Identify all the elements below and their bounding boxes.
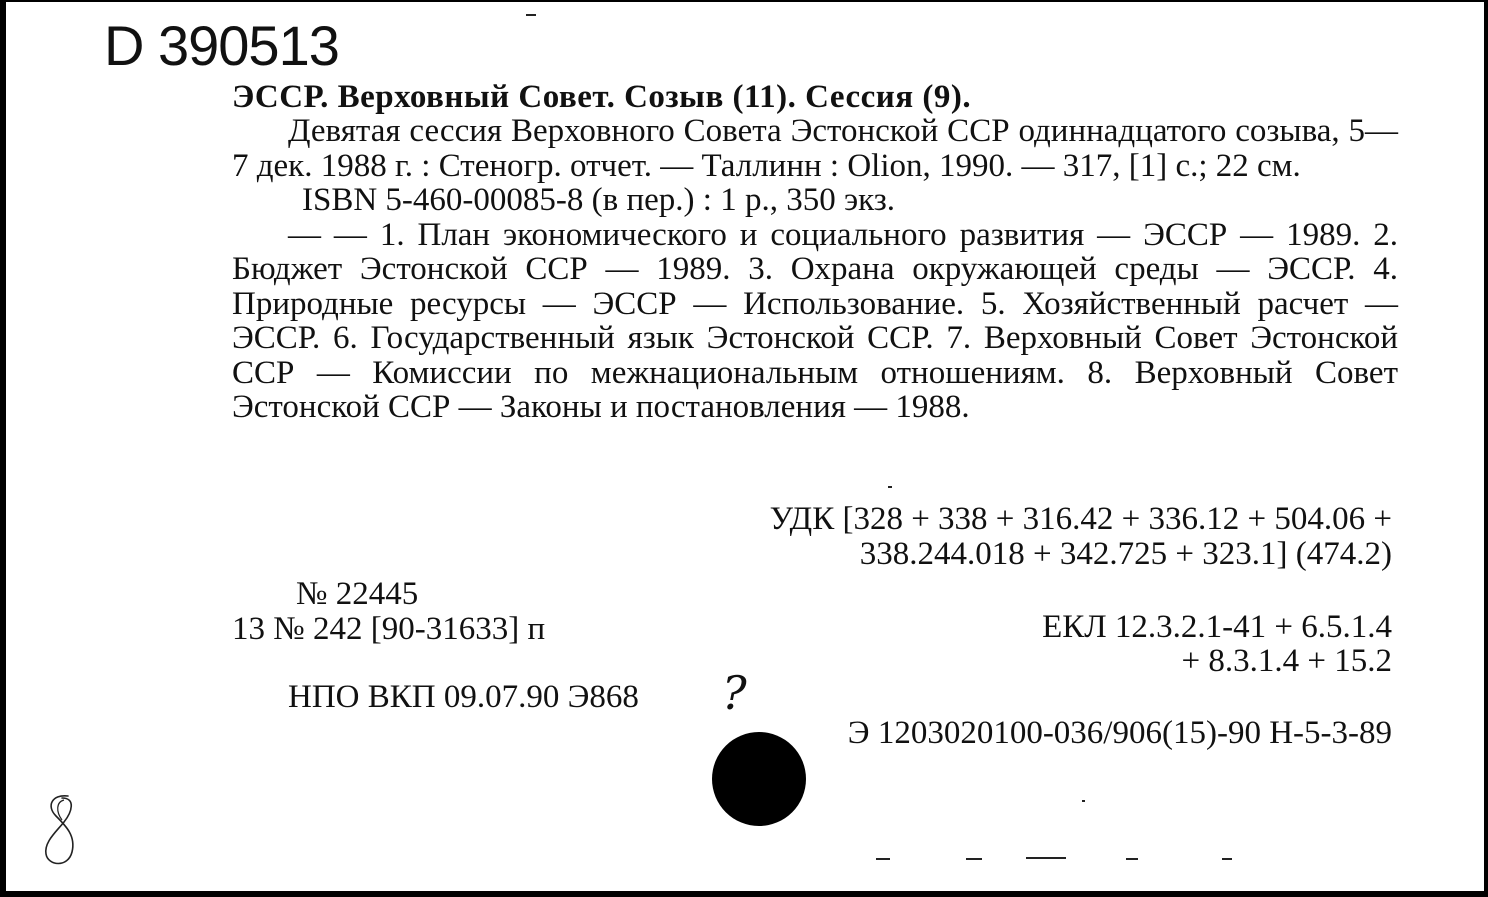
npo-line: НПО ВКП 09.07.90 Э868 [288,679,639,715]
handwritten-shelf-digit [42,792,82,877]
isbn-line: ISBN 5-460-00085-8 (в пер.) : 1 р., 350 экз. [302,182,895,218]
subject-headings: — — 1. План экономического и социального развития — ЭССР — 1989. 2. Бюджет Эстонской ССР — 1989. 3. Охрана окружающей среды — ЭССР. 4. Природные ресурсы — ЭССР — Использование. 5. Хозяйственный расчет — ЭССР. 6. Государственный язык Эстонской ССР. 7. Верховный Совет Эстонской ССР — Комиссии по межнациональным отношениям. 8. Верховный Совет Эстонской ССР — Законы и постановления — 1988. [232,216,1398,425]
heading: ЭССР. Верховный Совет. Созыв (11). Сессия (9). [232,79,972,115]
catalog-number: D 390513 [104,14,339,77]
bibliographic-description: Девятая сессия Верховного Совета Эстонской ССР одиннадцатого созыва, 5—7 дек. 1988 г. : Стеногр. отчет. — Таллинн : Olion, 1990. — 317, [1] с.; 22 см. [232,113,1398,184]
description-body [232,114,1398,425]
udk-line-2: 338.244.018 + 342.725 + 323.1] (474.2) [859,536,1392,572]
index-code: Э 1203020100-036/906(15)-90 Н-5-3-89 [847,715,1392,751]
record-number: № 22445 [296,576,419,612]
catalog-card [6,2,1484,891]
handwritten-eight-icon [42,792,82,872]
handwritten-mark: ? [722,666,747,720]
ekl-line-2: + 8.3.1.4 + 15.2 [1181,643,1392,679]
punch-hole [712,732,806,826]
udk-line-1: УДК [328 + 338 + 316.42 + 336.12 + 504.06 + [769,501,1392,537]
ekl-line-1: ЕКЛ 12.3.2.1-41 + 6.5.1.4 [1042,609,1392,645]
order-line: 13 № 242 [90-31633] п [232,611,546,647]
